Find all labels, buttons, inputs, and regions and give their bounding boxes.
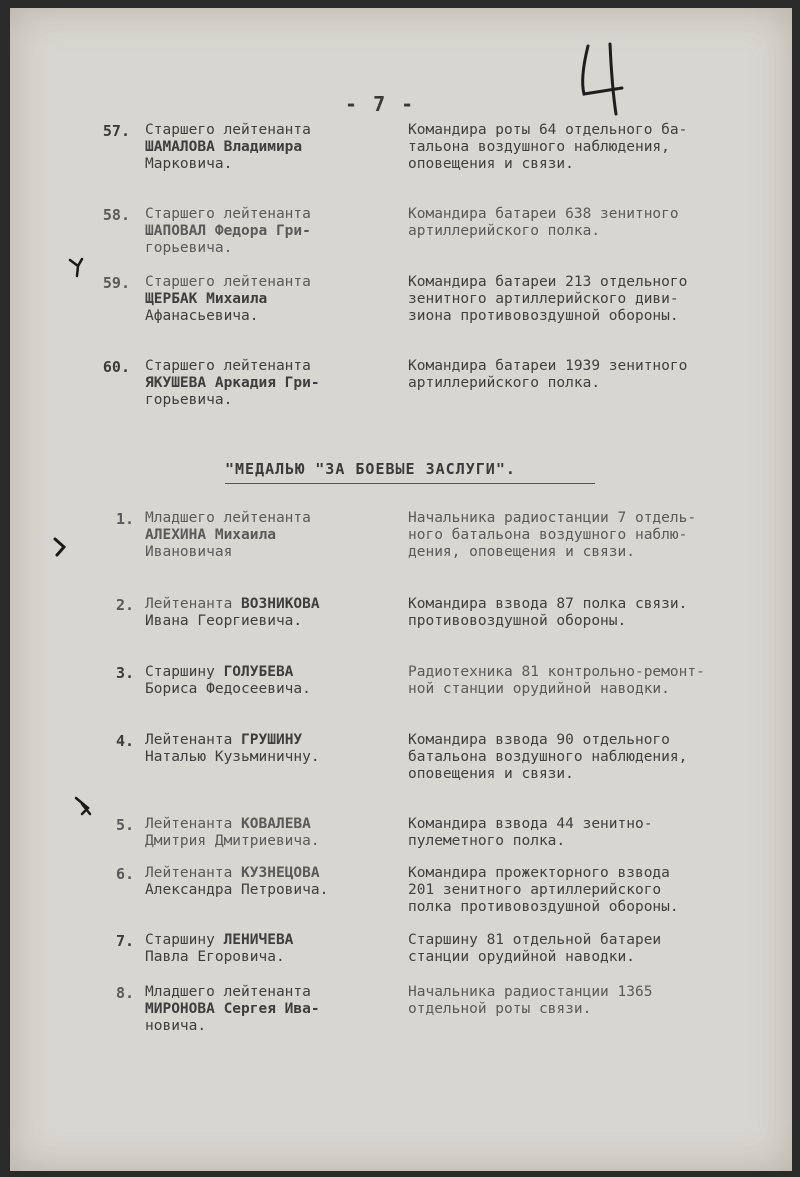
person-patronymic: Ивановичая [145, 544, 233, 560]
rank: Старшего лейтенанта [145, 274, 311, 290]
person [145, 596, 395, 630]
pencil-check-icon [68, 256, 86, 278]
pencil-check-icon [52, 536, 70, 558]
person-name: АЛЕХИНА Михаила [145, 527, 276, 543]
entry-number: 3. [115, 664, 134, 682]
entry-number: 8. [115, 984, 134, 1002]
person [145, 664, 395, 698]
position-text: Командира роты 64 отдельного ба- тальона воздушного наблюдения, оповещения и связи. [408, 122, 688, 172]
person-name: ГРУШИНУ [241, 732, 303, 748]
position-text: Начальника радиостанции 1365 отдельной роты связи. [408, 984, 653, 1017]
entry-number: 6. [115, 865, 134, 883]
page-number: - 7 - [345, 92, 416, 116]
person [145, 932, 395, 966]
person [145, 274, 395, 325]
rank: Старшего лейтенанта [145, 206, 311, 222]
position-text: Командира батареи 638 зенитного артиллерийского полка. [408, 206, 679, 239]
person [145, 510, 395, 561]
entry-number: 4. [115, 732, 134, 750]
rank: Старшего лейтенанта [145, 358, 311, 374]
position-text: Командира взвода 90 отдельного батальона воздушного наблюдения, оповещения и связи. [408, 732, 688, 782]
person-patronymic: Александра Петровича. [145, 882, 329, 898]
person-name: КОВАЛЕВА [241, 816, 311, 832]
person-patronymic: горьевича. [145, 392, 233, 408]
person-patronymic: горьевича. [145, 240, 233, 256]
person-patronymic: новича. [145, 1018, 207, 1034]
person-name: ЯКУШЕВА Аркадия Гри- [145, 375, 320, 391]
person-name: ВОЗНИКОВА [241, 596, 320, 612]
person [145, 816, 395, 850]
person-name: КУЗНЕЦОВА [241, 865, 320, 881]
entry-number: 59. [102, 274, 130, 292]
pencil-check-icon [74, 796, 92, 818]
person-patronymic: Наталью Кузьминичну. [145, 749, 320, 765]
entry-number: 1. [115, 510, 134, 528]
rank: Старшего лейтенанта [145, 122, 311, 138]
rank: Лейтенанта [145, 596, 233, 612]
position-text: Радиотехника 81 контрольно-ремонт- ной станции орудийной наводки. [408, 664, 705, 697]
rank: Младшего лейтенанта [145, 984, 311, 1000]
person-name: МИРОНОВА Сергея Ива- [145, 1001, 320, 1017]
person [145, 358, 395, 409]
document-page [10, 8, 792, 1171]
person-name: ЛЕНИЧЕВА [223, 932, 294, 948]
position-text: Командира батареи 1939 зенитного артиллерийского полка. [408, 358, 688, 391]
rank: Лейтенанта [145, 865, 233, 881]
entry-number: 2. [115, 596, 134, 614]
entry-number: 58. [102, 206, 130, 224]
person-patronymic: Афанасьевича. [145, 308, 259, 324]
person-patronymic: Ивана Георгиевича. [145, 613, 303, 629]
position-text: Командира прожекторного взвода 201 зенитного артиллерийского полка противовоздушной обороны. [408, 865, 679, 915]
person [145, 206, 395, 257]
entry-number: 5. [115, 816, 134, 834]
person-name: ШАМАЛОВА Владимира [145, 139, 303, 155]
position-text: Начальника радиостанции 7 отдель- ного батальона воздушного наблю- дения, оповещения и связи. [408, 510, 697, 560]
position-text: Старшину 81 отдельной батареи станции орудийной наводки. [408, 932, 662, 965]
rank: Лейтенанта [145, 732, 233, 748]
position-text: Командира взвода 87 полка связи. противовоздушной обороны. [408, 596, 688, 629]
rank: Младшего лейтенанта [145, 510, 311, 526]
rank: Старшину [145, 932, 215, 948]
entry-number: 57. [102, 122, 130, 140]
person-patronymic: Марковича. [145, 156, 233, 172]
person-name: ЩЕРБАК Михаила [145, 291, 268, 307]
person [145, 122, 395, 173]
section-title: "МЕДАЛЬЮ "ЗА БОЕВЫЕ ЗАСЛУГИ". [225, 460, 516, 478]
person [145, 984, 395, 1035]
person-name: ШАПОВАЛ Федора Гри- [145, 223, 311, 239]
entry-number: 60. [102, 358, 130, 376]
person-patronymic: Бориса Федосеевича. [145, 681, 311, 697]
section-underline [225, 483, 595, 484]
person-name: ГОЛУБЕВА [223, 664, 294, 680]
position-text: Командира батареи 213 отдельного зенитного артиллерийского диви- зиона противовоздушной обороны. [408, 274, 688, 324]
person-patronymic: Дмитрия Дмитриевича. [145, 833, 320, 849]
person-patronymic: Павла Егоровича. [145, 949, 285, 965]
person [145, 865, 395, 899]
rank: Лейтенанта [145, 816, 233, 832]
position-text: Командира взвода 44 зенитно- пулеметного полка. [408, 816, 653, 849]
person [145, 732, 395, 766]
handwritten-page-mark [570, 38, 640, 118]
rank: Старшину [145, 664, 215, 680]
entry-number: 7. [115, 932, 134, 950]
